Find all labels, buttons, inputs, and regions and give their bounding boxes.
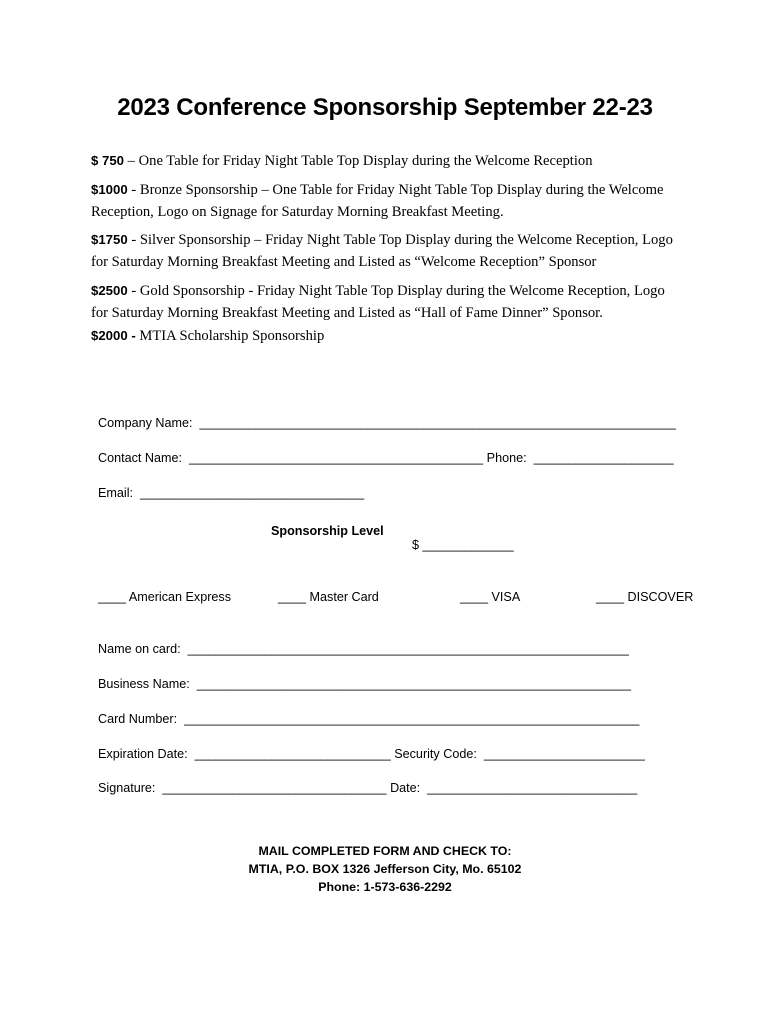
sponsorship-tier — [91, 229, 681, 273]
mail-heading: MAIL COMPLETED FORM AND CHECK TO: — [258, 844, 512, 858]
visa-blank[interactable]: ____ — [460, 590, 489, 604]
name-on-card-row — [91, 628, 629, 656]
discover-label: DISCOVER — [627, 590, 694, 604]
sponsorship-level-row — [405, 524, 514, 552]
sponsorship-tier — [91, 179, 681, 223]
signature-row — [91, 767, 637, 795]
expiration-row — [91, 733, 645, 761]
contact-row — [91, 437, 674, 465]
card-number-row — [91, 698, 639, 726]
tier-amount: $2500 — [91, 283, 128, 298]
discover-blank[interactable]: ____ — [596, 590, 625, 604]
business-name-label: Business Name: — [98, 677, 190, 691]
sponsorship-level-prefix: $ — [412, 538, 420, 552]
amex-label: American Express — [128, 590, 232, 604]
email-field[interactable]: ________________________________ — [133, 486, 365, 500]
contact-name-label: Contact Name: — [98, 451, 182, 465]
phone-label: Phone: — [486, 451, 527, 465]
mail-instructions — [0, 842, 770, 896]
card-option-visa[interactable] — [453, 576, 520, 604]
email-label: Email: — [98, 486, 133, 500]
name-on-card-label: Name on card: — [98, 642, 181, 656]
amex-blank[interactable]: ____ — [98, 590, 127, 604]
security-code-field[interactable]: _______________________ — [476, 747, 645, 761]
business-name-field[interactable]: ______________________________________________________________ — [189, 677, 631, 691]
mail-address: MTIA, P.O. BOX 1326 Jefferson City, Mo. 65102 — [248, 862, 522, 876]
sponsorship-level-label: Sponsorship Level — [271, 524, 384, 538]
sponsorship-tier — [91, 325, 681, 347]
mail-phone: Phone: 1-573-636-2292 — [318, 880, 452, 894]
card-option-amex[interactable] — [91, 576, 231, 604]
card-option-discover[interactable] — [589, 576, 693, 604]
tier-amount: $ 750 — [91, 153, 125, 168]
tier-description: - Gold Sponsorship - Friday Night Table Top Display during the Welcome Reception, Logo for Saturday Morning Breakfast Meeting and Listed as “Hall of Fame Dinner” Sponsor. — [91, 283, 665, 321]
company-name-row — [91, 402, 676, 430]
expiration-date-field[interactable]: ____________________________ — [187, 747, 395, 761]
signature-field[interactable]: ________________________________ — [155, 781, 391, 795]
phone-field[interactable]: ____________________ — [526, 451, 674, 465]
sponsorship-tier — [91, 280, 681, 324]
business-name-row — [91, 663, 631, 691]
date-label: Date: — [390, 781, 421, 795]
card-option-mastercard[interactable] — [271, 576, 379, 604]
tier-amount: $1000 — [91, 182, 128, 197]
security-code-label: Security Code: — [394, 747, 477, 761]
expiration-date-label: Expiration Date: — [98, 747, 188, 761]
card-number-label: Card Number: — [98, 712, 178, 726]
tier-description: - Silver Sponsorship – Friday Night Table Top Display during the Welcome Reception, Logo for Saturday Morning Breakfast Meeting and Listed as “Welcome Reception” Sponsor — [91, 232, 673, 270]
sponsorship-tier — [91, 150, 681, 172]
tier-description: - Bronze Sponsorship – One Table for Friday Night Table Top Display during the Welcome Reception, Logo on Signage for Saturday Morning Breakfast Meeting. — [91, 182, 664, 220]
page-title: 2023 Conference Sponsorship September 22-23 — [117, 94, 653, 121]
tier-amount: $2000 - — [91, 328, 136, 343]
sponsorship-level-field[interactable]: _____________ — [419, 538, 514, 552]
date-field[interactable]: ______________________________ — [420, 781, 638, 795]
visa-label: VISA — [491, 590, 521, 604]
tier-amount: $1750 — [91, 232, 128, 247]
name-on-card-field[interactable]: _______________________________________________________________ — [180, 642, 629, 656]
signature-label: Signature: — [98, 781, 156, 795]
email-row — [91, 472, 364, 500]
company-name-label: Company Name: — [98, 416, 193, 430]
company-name-field[interactable]: ____________________________________________________________________ — [192, 416, 676, 430]
card-number-field[interactable]: _________________________________________________________________ — [177, 712, 640, 726]
contact-name-field[interactable]: __________________________________________ — [182, 451, 487, 465]
mastercard-blank[interactable]: ____ — [278, 590, 307, 604]
mastercard-label: Master Card — [309, 590, 379, 604]
tier-description: MTIA Scholarship Sponsorship — [135, 328, 325, 344]
tier-description: – One Table for Friday Night Table Top Display during the Welcome Reception — [124, 153, 593, 169]
